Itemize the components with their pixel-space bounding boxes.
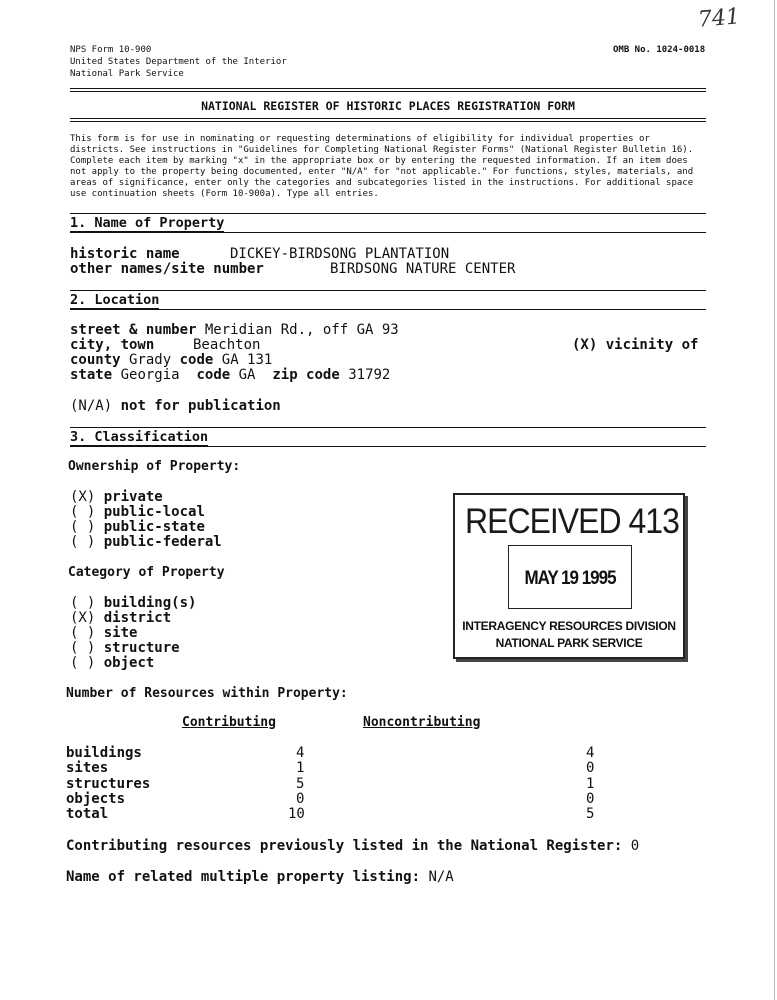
resource-contributing: 1 [296,760,305,776]
other-names-value: BIRDSONG NATURE CENTER [330,261,516,277]
category-checkbox: ( ) [70,640,96,656]
resource-noncontributing: 5 [586,806,595,822]
previously-listed-label: Contributing resources previously listed in the National Register: [66,838,623,854]
section1-heading: 1. Name of Property [70,215,225,231]
category-option [70,655,154,671]
instructions-line: use continuation sheets (Form 10-900a). Type all entries. [70,189,379,199]
multiple-property-value: N/A [428,869,454,885]
ownership-option [70,534,222,550]
street-row [70,322,399,338]
section3-rule-bottom [70,446,706,447]
not-for-publication-mark: (N/A) [70,398,113,414]
zip-value: 31792 [348,367,391,383]
department-name: United States Department of the Interior [70,57,287,67]
category-option [70,610,171,626]
instructions-line: Complete each item by marking "x" in the appropriate box or by entering the requested information. If an item does [70,156,688,166]
category-option [70,625,137,641]
county-value: Grady [129,352,172,368]
section2-rule [70,290,706,291]
contributing-column-header: Contributing [182,715,276,730]
resource-noncontributing: 4 [586,745,595,761]
resource-row-label: total [66,806,109,822]
ownership-checkbox: (X) [70,489,96,505]
instructions-line: not apply to the property being documented, enter "N/A" for "not applicable." For functions, styles, materials, and [70,167,694,177]
ownership-option [70,504,205,520]
omb-number: OMB No. 1024-0018 [613,45,706,55]
county-row [70,352,272,368]
received-stamp [453,493,685,659]
county-label: county [70,352,121,368]
category-label: object [103,655,155,671]
resource-row-label: buildings [66,745,142,761]
resources-heading: Number of Resources within Property: [66,686,348,701]
not-for-publication-label: not for publication [120,398,281,414]
section3-rule [70,427,706,428]
multiple-property-label: Name of related multiple property listing: [66,869,421,885]
not-for-publication-row [70,398,281,414]
section1-rule-bottom [70,232,706,233]
resource-contributing: 4 [296,745,305,761]
county-code-label: code [179,352,214,368]
stamp-division: INTERAGENCY RESOURCES DIVISION [462,619,676,633]
category-checkbox: ( ) [70,655,96,671]
ownership-heading: Ownership of Property: [68,459,241,474]
state-label: state [70,367,113,383]
ownership-label: public-local [103,504,205,520]
section2-rule-bottom [70,309,706,310]
category-label: building(s) [103,595,197,611]
category-label: district [103,610,172,626]
section1-rule [70,213,706,214]
vicinity-flag: (X) vicinity of [572,337,699,353]
street-label: street & number [70,322,197,338]
resource-noncontributing: 1 [586,776,595,792]
resource-row-label: sites [66,760,109,776]
stamp-agency: NATIONAL PARK SERVICE [495,636,643,650]
received-date-box [508,545,632,609]
resource-row-label: objects [66,791,126,807]
received-date: MAY 19 1995 [524,566,616,589]
instructions-line: This form is for use in nominating or requesting determinations of eligibility for individual properties or [70,134,650,144]
handwritten-page-mark: 741 [696,4,742,33]
category-option [70,640,180,656]
ownership-label: public-state [103,519,205,535]
ownership-option [70,489,163,505]
scan-edge [774,0,775,1000]
ownership-checkbox: ( ) [70,534,96,550]
ownership-checkbox: ( ) [70,504,96,520]
section3-heading: 3. Classification [70,429,209,445]
state-row [70,367,390,383]
form-title: NATIONAL REGISTER OF HISTORIC PLACES REGISTRATION FORM [201,99,575,113]
title-rule-top-2 [70,91,706,92]
state-code-label: code [196,367,231,383]
title-rule-top [70,88,706,89]
resource-contributing: 5 [296,776,305,792]
city-label: city, town [70,337,155,353]
category-label: site [103,625,138,641]
category-label: structure [103,640,180,656]
resource-contributing: 10 [288,806,305,822]
street-value: Meridian Rd., off GA 93 [204,322,399,338]
other-names-label: other names/site number [70,261,264,277]
state-code-value: GA [238,367,256,383]
zip-label: zip code [272,367,340,383]
title-rule-bottom-2 [70,121,706,122]
historic-name-value: DICKEY-BIRDSONG PLANTATION [230,246,450,262]
instructions-line: districts. See instructions in "Guidelines for Completing National Register Forms" (National Register Bulletin 16). [70,145,694,155]
ownership-option [70,519,205,535]
instructions-line: areas of significance, enter only the categories and subcategories listed in the instructions. For additional space [70,178,694,188]
previously-listed-row [66,838,639,854]
multiple-property-row [66,869,454,885]
category-heading: Category of Property [68,565,225,580]
county-code-value: GA 131 [221,352,273,368]
noncontributing-column-header: Noncontributing [363,715,481,730]
instructions-paragraph [70,134,710,200]
historic-name-label: historic name [70,246,180,262]
category-checkbox: ( ) [70,625,96,641]
previously-listed-value: 0 [630,838,640,854]
service-name: National Park Service [70,69,184,79]
ownership-label: private [103,489,163,505]
category-option [70,595,196,611]
section2-heading: 2. Location [70,292,160,308]
city-value: Beachton [193,337,261,353]
state-value: Georgia [120,367,180,383]
category-checkbox: ( ) [70,595,96,611]
form-number: NPS Form 10-900 [70,45,152,55]
resource-noncontributing: 0 [586,791,595,807]
category-checkbox: (X) [70,610,96,626]
ownership-label: public-federal [103,534,222,550]
received-stamp-heading: RECEIVED 413 [465,501,679,541]
resource-row-label: structures [66,776,151,792]
resource-contributing: 0 [296,791,305,807]
resource-noncontributing: 0 [586,760,595,776]
ownership-checkbox: ( ) [70,519,96,535]
title-rule-bottom [70,118,706,119]
